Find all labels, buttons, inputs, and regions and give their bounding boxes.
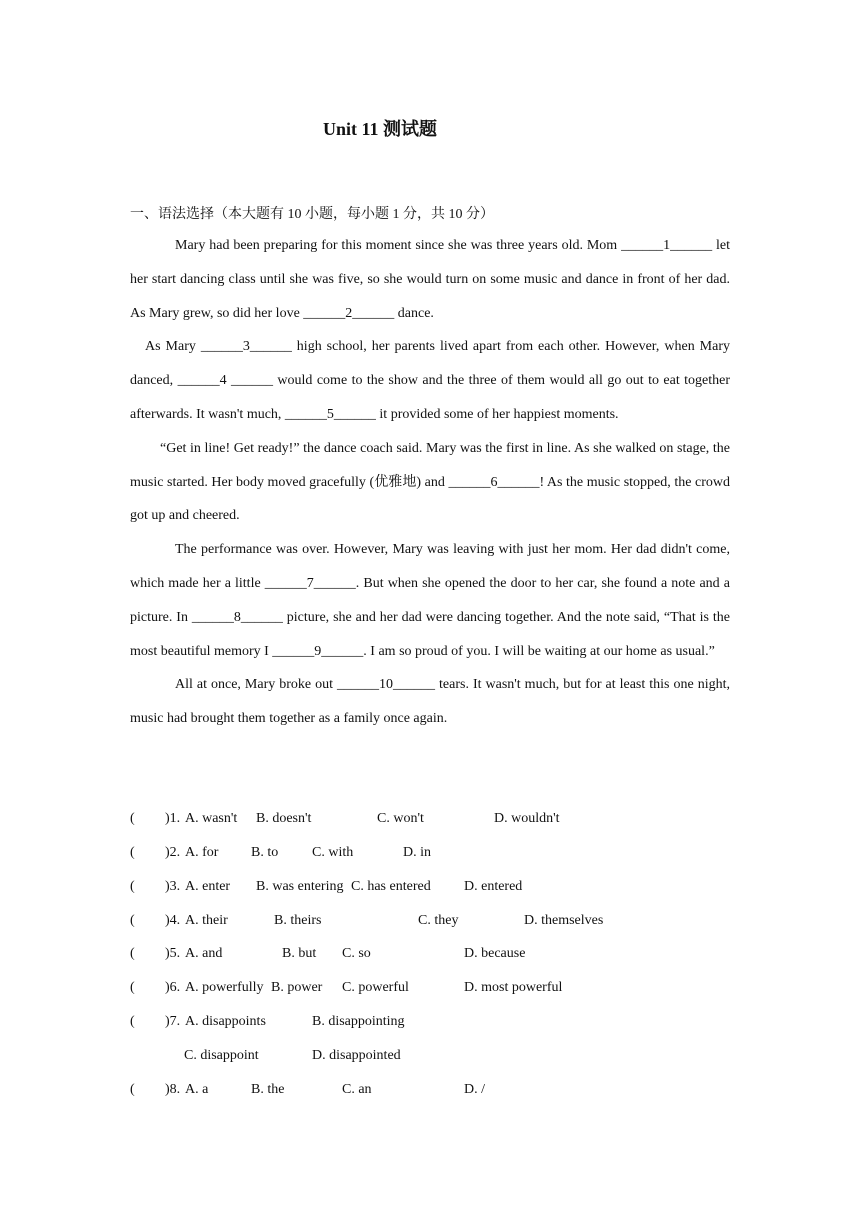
option-a: A. for bbox=[185, 845, 219, 860]
option-c: C. has entered bbox=[351, 879, 431, 894]
paragraph: “Get in line! Get ready!” the dance coach said. Mary was the first in line. As she walked on stage, the music started. Her body moved gracefully (优雅地) and ______6______! As the music stopped, the crowd got up and cheered. bbox=[130, 440, 730, 524]
question-item bbox=[130, 845, 730, 865]
option-c: C. powerful bbox=[342, 980, 409, 995]
question-item bbox=[130, 811, 730, 831]
reading-passage bbox=[130, 229, 730, 736]
answer-paren: ( bbox=[130, 1014, 135, 1029]
section-heading: 一、语法选择（本大题有 10 小题，每小题 1 分，共 10 分） bbox=[130, 207, 494, 222]
question-number: )3. bbox=[165, 879, 181, 894]
option-b: B. was entering bbox=[256, 879, 344, 894]
question-item bbox=[130, 1014, 730, 1034]
option-b: B. doesn't bbox=[256, 811, 312, 826]
question-number: )6. bbox=[165, 980, 181, 995]
option-a: A. a bbox=[185, 1082, 209, 1097]
option-c: C. an bbox=[342, 1082, 372, 1097]
option-b: B. the bbox=[251, 1082, 285, 1097]
question-number: )4. bbox=[165, 913, 181, 928]
question-number: )7. bbox=[165, 1014, 181, 1029]
answer-paren: ( bbox=[130, 811, 135, 826]
option-d: D. entered bbox=[464, 879, 523, 894]
option-d: D. themselves bbox=[524, 913, 604, 928]
option-b: B. disappointing bbox=[312, 1014, 405, 1029]
page-title: Unit 11 测试题 bbox=[322, 119, 437, 139]
option-d: D. / bbox=[464, 1082, 485, 1097]
option-d: D. in bbox=[403, 845, 431, 860]
question-number: )5. bbox=[165, 946, 181, 961]
question-item bbox=[130, 913, 730, 933]
question-item bbox=[130, 1082, 730, 1102]
option-a: A. disappoints bbox=[185, 1014, 266, 1029]
option-d: D. disappointed bbox=[312, 1048, 401, 1063]
option-b: B. but bbox=[282, 946, 317, 961]
option-a: A. wasn't bbox=[185, 811, 238, 826]
option-b: B. theirs bbox=[274, 913, 322, 928]
question-number: )8. bbox=[165, 1082, 181, 1097]
option-a: A. powerfully bbox=[185, 980, 264, 995]
question-number: )1. bbox=[165, 811, 181, 826]
paragraph: The performance was over. However, Mary was leaving with just her mom. Her dad didn't come, which made her a little ______7______. But when she opened the door to her car, she found a note and a picture. In ______8______ picture, she and her dad were dancing together. And the note said, “That is the most beautiful memory I ______9______. I am so proud of you. I will be waiting at our home as usual.” bbox=[130, 542, 730, 659]
answer-paren: ( bbox=[130, 845, 135, 860]
paragraph: All at once, Mary broke out ______10______ tears. It wasn't much, but for at least this one night, music had brought them together as a family once again. bbox=[130, 677, 730, 727]
option-c: C. disappoint bbox=[184, 1048, 259, 1063]
option-c: C. with bbox=[312, 845, 354, 860]
option-c: C. they bbox=[418, 913, 459, 928]
answer-paren: ( bbox=[130, 879, 135, 894]
option-a: A. and bbox=[185, 946, 223, 961]
option-d: D. wouldn't bbox=[494, 811, 560, 826]
question-item-continued bbox=[130, 1048, 730, 1068]
question-item bbox=[130, 879, 730, 899]
option-d: D. because bbox=[464, 946, 526, 961]
answer-paren: ( bbox=[130, 980, 135, 995]
answer-paren: ( bbox=[130, 1082, 135, 1097]
answer-paren: ( bbox=[130, 946, 135, 961]
option-c: C. so bbox=[342, 946, 371, 961]
option-c: C. won't bbox=[377, 811, 424, 826]
answer-paren: ( bbox=[130, 913, 135, 928]
option-b: B. power bbox=[271, 980, 323, 995]
question-item bbox=[130, 946, 730, 966]
option-a: A. their bbox=[185, 913, 228, 928]
paragraph: As Mary ______3______ high school, her parents lived apart from each other. However, when Mary danced, ______4 ______ would come to the show and the three of them would all go out to eat together afterwards. It wasn't much, ______5______ it provided some of her happiest moments. bbox=[130, 339, 730, 422]
question-number: )2. bbox=[165, 845, 181, 860]
option-d: D. most powerful bbox=[464, 980, 563, 995]
option-a: A. enter bbox=[185, 879, 231, 894]
question-item bbox=[130, 980, 730, 1000]
option-b: B. to bbox=[251, 845, 279, 860]
paragraph: Mary had been preparing for this moment since she was three years old. Mom ______1______ let her start dancing class until she was five, so she would turn on some music and dance in front of her dad. As Mary grew, so did her love ______2______ dance. bbox=[130, 238, 730, 321]
